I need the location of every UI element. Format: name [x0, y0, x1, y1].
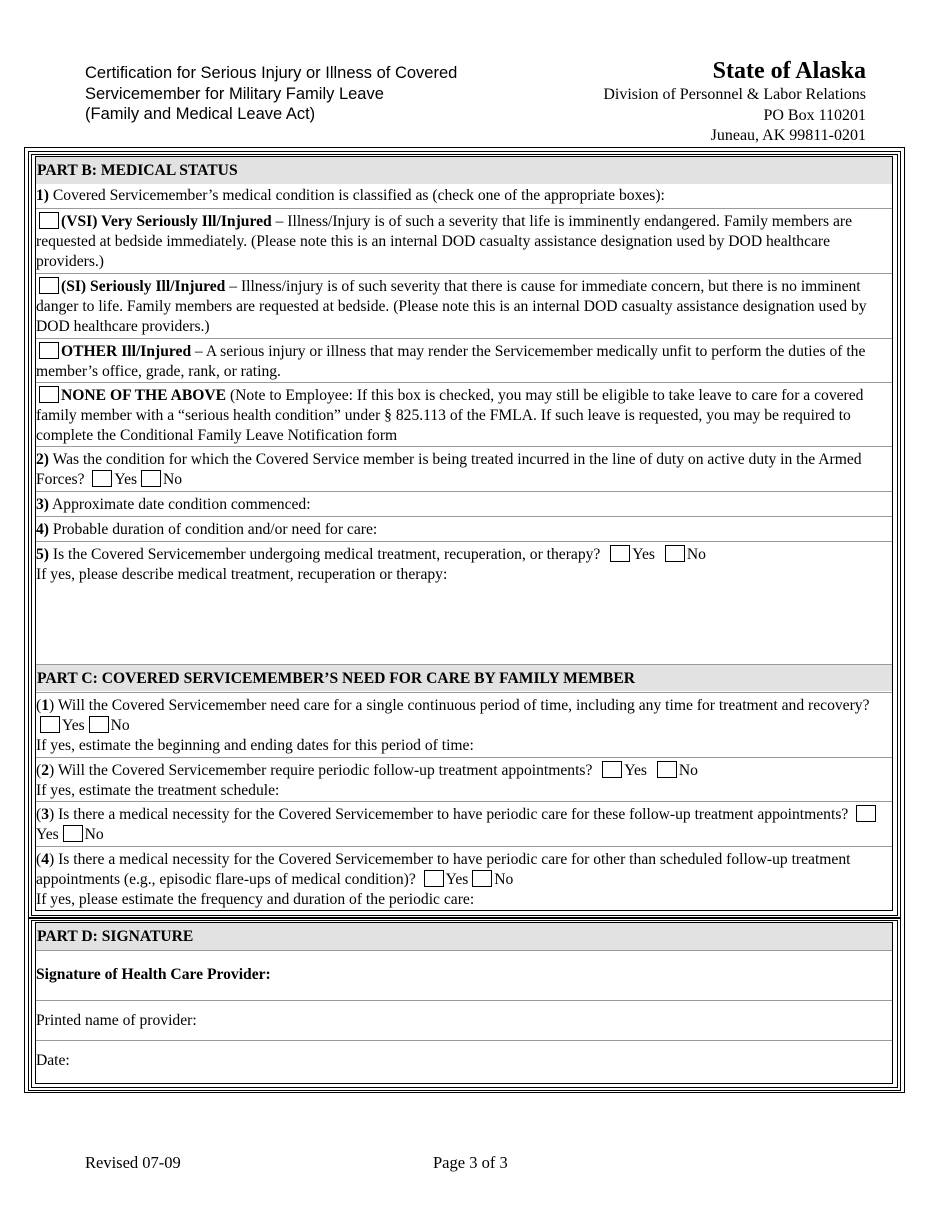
- yes-label: Yes: [445, 871, 469, 888]
- part-d-header: [36, 923, 892, 950]
- form-title-line: Servicemember for Military Family Leave: [85, 84, 384, 103]
- option-other: [36, 338, 892, 382]
- date-label: Date:: [36, 1052, 70, 1069]
- question-subtext: If yes, estimate the treatment schedule:: [36, 782, 280, 799]
- c1-no-checkbox[interactable]: [89, 716, 109, 733]
- option-description: – Illness/Injury is of such a severity that life is imminently endangered. Family members are requested at bedside immediately. (Please note this is an internal DOD casualty assistance designation used by DOD healthcare providers.): [36, 213, 852, 270]
- option-vsi: [36, 208, 892, 272]
- option-label: (SI) Seriously Ill/Injured: [61, 278, 226, 295]
- c2-yes-checkbox[interactable]: [602, 761, 622, 778]
- option-description: – A serious injury or illness that may render the Servicemember medically unfit to perform the duties of the member’s office, grade, rank, or rating.: [36, 343, 866, 380]
- part-b-question-3: [36, 491, 892, 515]
- option-none: [36, 382, 892, 446]
- part-c-title: PART C: COVERED SERVICEMEMBER’S NEED FOR CARE BY FAMILY MEMBER: [37, 670, 635, 687]
- vsi-checkbox[interactable]: [39, 212, 59, 229]
- question-text: Is there a medical necessity for the Covered Servicemember to have periodic care for these follow-up treatment appointments?: [54, 806, 853, 823]
- no-label: No: [678, 762, 698, 779]
- question-text: Will the Covered Servicemember need care for a single continuous period of time, including any time for treatment and recovery?: [54, 697, 870, 714]
- option-label: (VSI) Very Seriously Ill/Injured: [61, 213, 272, 230]
- question-text: Is there a medical necessity for the Covered Servicemember to have periodic care for other than scheduled follow-up treatment appointments (e.g., episodic flare-ups of medical condition)?: [36, 851, 851, 888]
- signature-label: Signature of Health Care Provider:: [36, 966, 271, 983]
- option-label: NONE OF THE ABOVE: [61, 387, 227, 404]
- no-label: No: [110, 717, 130, 734]
- date-field[interactable]: [36, 1040, 892, 1082]
- question-number: 2): [36, 451, 49, 468]
- part-b-question-1: [36, 186, 892, 206]
- question-subtext: If yes, please describe medical treatment, recuperation or therapy:: [36, 566, 448, 583]
- part-c-question-2: (2) Will the Covered Servicemember require periodic follow-up treatment appointments? Yes No If yes, estimate the treatment schedule:: [36, 757, 892, 801]
- c3-yes-checkbox[interactable]: [856, 805, 876, 822]
- part-c-question-3: (3) Is there a medical necessity for the Covered Servicemember to have periodic care for these follow-up treatment appointments? Yes No: [36, 801, 892, 845]
- printed-name-field[interactable]: [36, 1000, 892, 1040]
- question-text: Will the Covered Servicemember require periodic follow-up treatment appointments?: [54, 762, 597, 779]
- no-label: No: [84, 826, 104, 843]
- address-line: Division of Personnel & Labor Relations: [603, 86, 866, 103]
- question-text: Was the condition for which the Covered Service member is being treated incurred in the line of duty on active duty in the Armed Forces?: [36, 451, 862, 488]
- question-subtext: If yes, please estimate the frequency and duration of the periodic care:: [36, 891, 475, 908]
- other-checkbox[interactable]: [39, 342, 59, 359]
- option-label: OTHER Ill/Injured: [61, 343, 192, 360]
- question-number: 2: [41, 762, 49, 779]
- part-b-title: PART B: MEDICAL STATUS: [37, 162, 238, 179]
- si-checkbox[interactable]: [39, 277, 59, 294]
- q2-no-checkbox[interactable]: [141, 470, 161, 487]
- question-number: 4: [41, 851, 49, 868]
- c4-no-checkbox[interactable]: [472, 870, 492, 887]
- yes-label: Yes: [114, 471, 138, 488]
- part-b-question-5: [36, 541, 892, 585]
- c3-no-checkbox[interactable]: [63, 825, 83, 842]
- question-number: 1: [41, 697, 49, 714]
- c4-yes-checkbox[interactable]: [424, 870, 444, 887]
- yes-label: Yes: [36, 826, 59, 843]
- no-label: No: [494, 871, 514, 888]
- q2-yes-checkbox[interactable]: [92, 470, 112, 487]
- option-description: (Note to Employee: If this box is checked, you may still be eligible to take leave to care for a covered family member with a “serious health condition” under § 825.113 of the FMLA. If such leave is requested, you may be required to complete the Conditional Family Leave Notification form: [36, 387, 864, 444]
- question-text: Approximate date condition commenced:: [49, 496, 311, 513]
- revision-note: Revised 07-09: [85, 1153, 181, 1172]
- part-c-question-4: (4) Is there a medical necessity for the Covered Servicemember to have periodic care for other than scheduled follow-up treatment appointments (e.g., episodic flare-ups of medical condition)? Yes No If yes, please estimate the frequency and duration of the periodic care:: [36, 846, 892, 910]
- part-b-header: [36, 157, 892, 184]
- form-title: [85, 63, 457, 125]
- question-subtext: If yes, estimate the beginning and ending dates for this period of time:: [36, 737, 474, 754]
- page-number: Page 3 of 3: [433, 1153, 508, 1172]
- part-d-title: PART D: SIGNATURE: [37, 928, 194, 945]
- q5-no-checkbox[interactable]: [665, 545, 685, 562]
- question-number: 3: [41, 806, 49, 823]
- no-label: No: [686, 546, 706, 563]
- printed-name-label: Printed name of provider:: [36, 1012, 197, 1029]
- part-b-question-4: [36, 516, 892, 540]
- option-description: – Illness/injury is of such severity that there is cause for immediate concern, but there is no imminent danger to life. Family members are requested at bedside. (Please note this is an internal DOD casualty assistance designation used by DOD healthcare providers.): [36, 278, 867, 335]
- question-number: 4): [36, 521, 49, 538]
- q5-yes-checkbox[interactable]: [610, 545, 630, 562]
- part-c-question-1: (1) Will the Covered Servicemember need care for a single continuous period of time, including any time for treatment and recovery? Yes No If yes, estimate the beginning and ending dates for this period of time:: [36, 692, 892, 756]
- state-name: State of Alaska: [712, 58, 866, 84]
- agency-address: [603, 57, 866, 147]
- form-title-line: Certification for Serious Injury or Illness of Covered: [85, 64, 458, 82]
- yes-label: Yes: [632, 546, 655, 563]
- c1-yes-checkbox[interactable]: [40, 716, 60, 733]
- no-label: No: [163, 471, 183, 488]
- question-text: Covered Servicemember’s medical condition is classified as (check one of the appropriate boxes):: [49, 187, 665, 204]
- address-line: Juneau, AK 99811-0201: [710, 127, 866, 144]
- c2-no-checkbox[interactable]: [657, 761, 677, 778]
- question-text: Probable duration of condition and/or need for care:: [49, 521, 378, 538]
- signature-field[interactable]: [36, 950, 892, 1000]
- yes-label: Yes: [62, 717, 85, 734]
- yes-label: Yes: [624, 762, 647, 779]
- part-c-header: [36, 664, 892, 691]
- part-b-question-2: [36, 446, 892, 490]
- question-number: 3): [36, 496, 49, 513]
- form-title-line: (Family and Medical Leave Act): [85, 105, 316, 123]
- none-checkbox[interactable]: [39, 386, 59, 403]
- address-line: PO Box 110201: [763, 106, 866, 124]
- question-number: 5): [36, 546, 49, 563]
- question-number: 1): [36, 187, 49, 204]
- option-si: [36, 273, 892, 337]
- question-text: Is the Covered Servicemember undergoing medical treatment, recuperation, or therapy?: [49, 546, 605, 563]
